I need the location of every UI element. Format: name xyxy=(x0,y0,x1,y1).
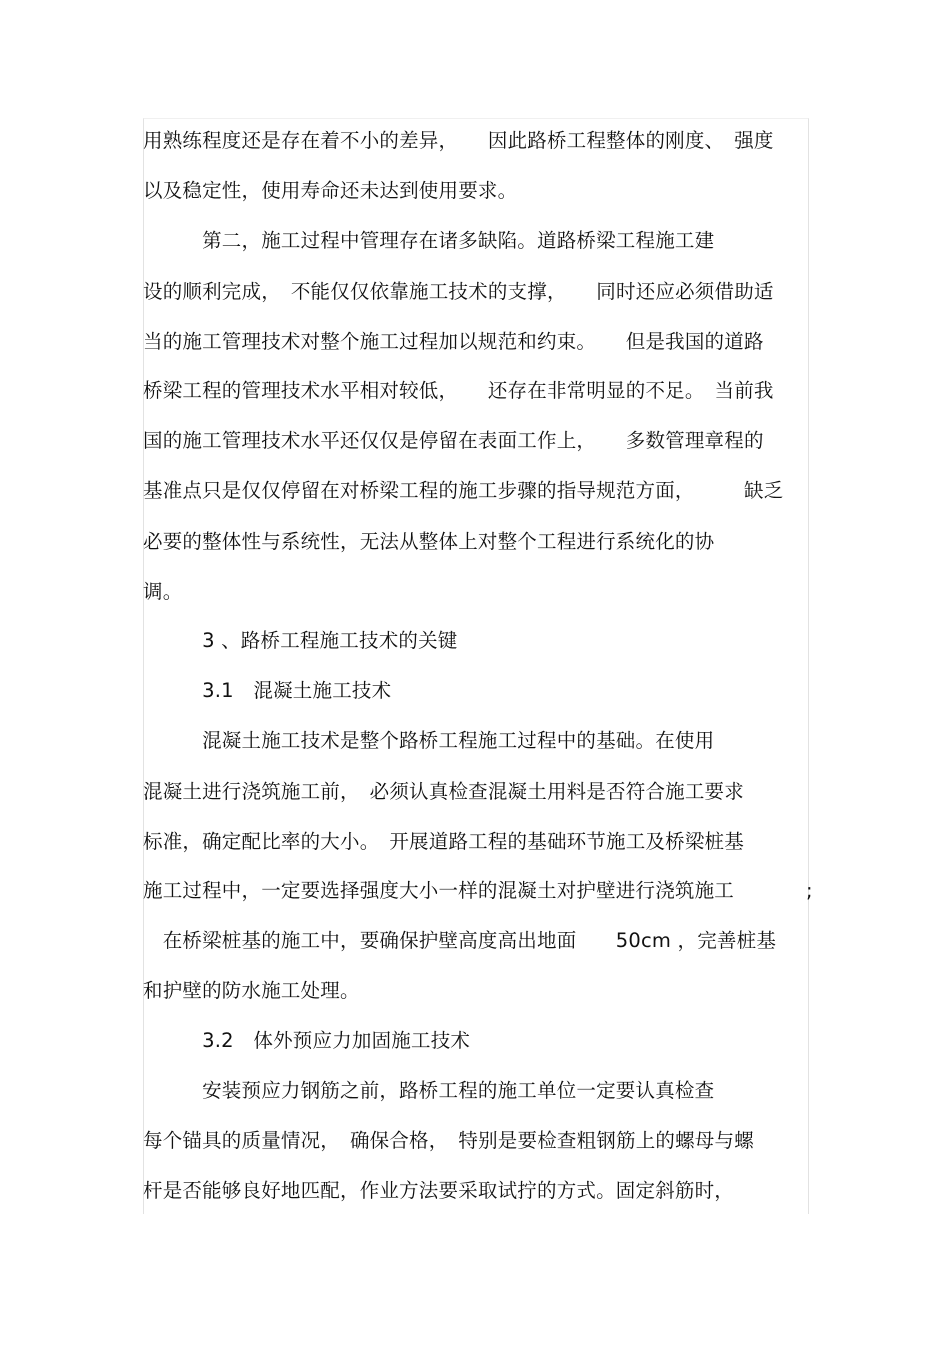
text-line: 用熟练程度还是存在着不小的差异， 因此路桥工程整体的刚度、 强度 xyxy=(143,129,774,152)
text-line: 施工过程中，一定要选择强度大小一样的混凝土对护壁进行浇筑施工 xyxy=(143,879,735,902)
text-line: 第二，施工过程中管理存在诸多缺陷。道路桥梁工程施工建 xyxy=(143,229,715,252)
text-line: 设的顺利完成， 不能仅仅依靠施工技术的支撑， 同时还应必须借助适 xyxy=(143,280,774,303)
text-line: 国的施工管理技术水平还仅仅是停留在表面工作上， 多数管理章程的 xyxy=(143,429,764,452)
text-line: 桥梁工程的管理技术水平相对较低， 还存在非常明显的不足。 当前我 xyxy=(143,379,774,402)
subsection-heading: 3.2 体外预应力加固施工技术 xyxy=(143,1029,471,1052)
overflow-semicolon: ; xyxy=(806,879,813,902)
text-line: 杆是否能够良好地匹配，作业方法要采取试拧的方式。固定斜筋时， xyxy=(143,1179,735,1202)
text-line: 当的施工管理技术对整个施工过程加以规范和约束。 但是我国的道路 xyxy=(143,330,764,353)
text-line: 和护壁的防水施工处理。 xyxy=(143,979,360,1002)
text-line: 混凝土施工技术是整个路桥工程施工过程中的基础。在使用 xyxy=(143,729,715,752)
text-line: 标准，确定配比率的大小。 开展道路工程的基础环节施工及桥梁桩基 xyxy=(143,830,744,853)
text-line: 必要的整体性与系统性，无法从整体上对整个工程进行系统化的协 xyxy=(143,530,715,553)
text-line: 调。 xyxy=(143,580,183,603)
subsection-heading: 3.1 混凝土施工技术 xyxy=(143,679,392,702)
section-heading: 3 、路桥工程施工技术的关键 xyxy=(143,629,458,652)
text-line: 每个锚具的质量情况， 确保合格， 特别是要检查粗钢筋上的螺母与螺 xyxy=(143,1129,754,1152)
text-line: 安装预应力钢筋之前，路桥工程的施工单位一定要认真检查 xyxy=(143,1079,715,1102)
text-line: 基准点只是仅仅停留在对桥梁工程的施工步骤的指导规范方面， 缺乏 xyxy=(143,479,784,502)
text-line: 以及稳定性，使用寿命还未达到使用要求。 xyxy=(143,179,518,202)
text-line: 在桥梁桩基的施工中，要确保护壁高度高出地面 50cm ，完善桩基 xyxy=(143,929,777,952)
text-line: 混凝土进行浇筑施工前， 必须认真检查混凝土用料是否符合施工要求 xyxy=(143,780,744,803)
